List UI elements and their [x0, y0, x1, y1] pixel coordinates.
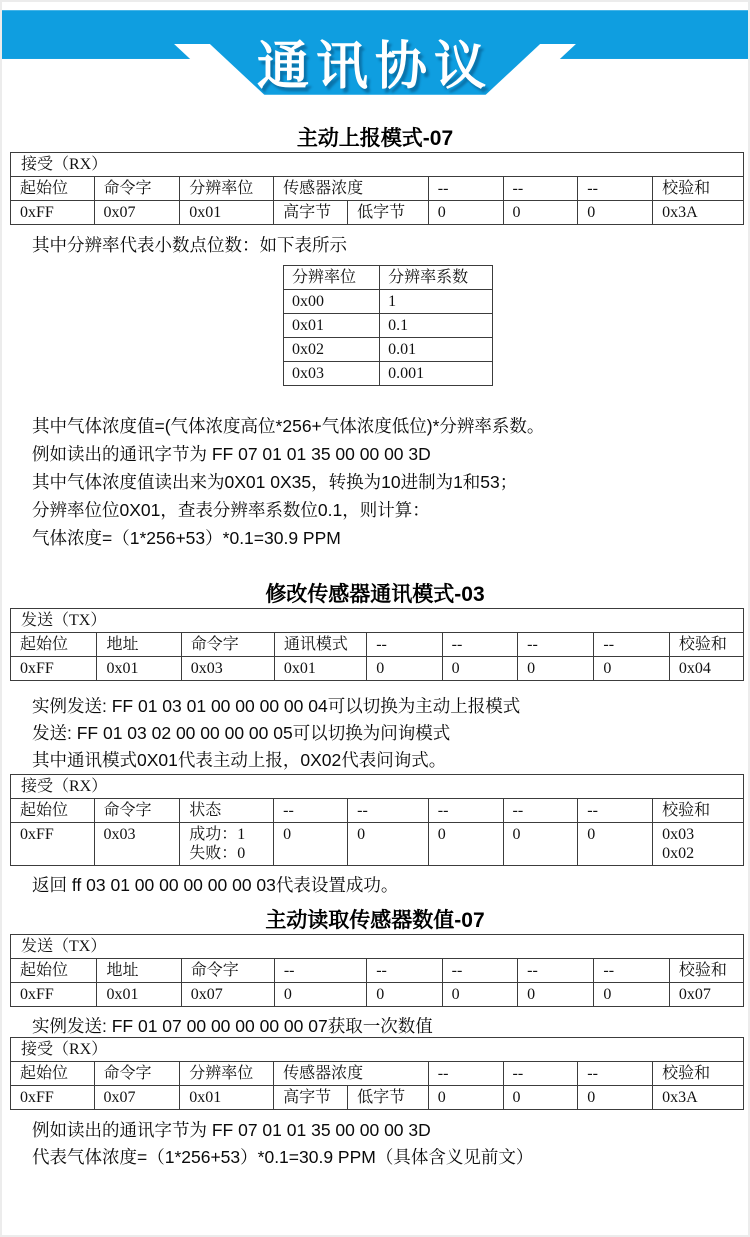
cell: -- [594, 633, 669, 657]
tx-table-read-value [10, 934, 744, 1007]
cell: 校验和 [653, 799, 744, 823]
para-line: 分辨率位位0X01，查表分辨率系数位0.1，则计算： [32, 500, 430, 520]
cell: 起始位 [11, 799, 95, 823]
cell: 0x07 [181, 983, 274, 1007]
cell: 0x01 [180, 201, 274, 225]
cell: 0 [578, 1086, 653, 1110]
table-caption: 接受（RX） [11, 153, 744, 177]
set-mode-result-note: 返回 ff 03 01 00 00 00 00 00 03代表设置成功。 [32, 875, 399, 895]
cell: -- [428, 799, 503, 823]
cell: -- [578, 799, 653, 823]
cell: 分辨率位 [180, 1062, 274, 1086]
cell: 0 [503, 1086, 578, 1110]
table-header-row [284, 266, 493, 290]
section1-title: 主动上报模式-07 [296, 127, 454, 150]
rx-table-set-mode [10, 774, 744, 866]
para-line: 例如读出的通讯字节为 FF 07 01 01 35 00 00 00 3D [32, 444, 431, 464]
cell: -- [503, 1062, 578, 1086]
table-value-row [11, 657, 744, 681]
table-header-row [11, 177, 744, 201]
cell: 传感器浓度 [274, 1062, 429, 1086]
cell: 0xFF [11, 983, 97, 1007]
cell: -- [367, 633, 442, 657]
cell: 0 [503, 823, 578, 866]
tx-table-set-mode [10, 608, 744, 681]
cell: 命令字 [94, 177, 180, 201]
table-value-row [11, 983, 744, 1007]
cell: 0 [503, 201, 578, 225]
cell: 0xFF [11, 1086, 95, 1110]
final-explanation [32, 1117, 748, 1171]
table-caption: 发送（TX） [11, 609, 744, 633]
cell: 起始位 [11, 959, 97, 983]
cell: 状态 [180, 799, 274, 823]
cell: -- [428, 1062, 503, 1086]
cell: 分辨率位 [180, 177, 274, 201]
checksum-fail: 0x02 [662, 845, 695, 862]
cell: -- [578, 177, 653, 201]
cell: 校验和 [669, 959, 743, 983]
cell: 0x01 [274, 657, 366, 681]
resolution-table [283, 265, 493, 386]
cell: -- [348, 799, 429, 823]
cell: 0xFF [11, 201, 95, 225]
cell: 校验和 [653, 177, 744, 201]
table-caption-row [11, 935, 744, 959]
cell: 0x01 [97, 983, 181, 1007]
cell: 校验和 [653, 1062, 744, 1086]
cell: 0 [274, 983, 366, 1007]
cell: 0 [578, 201, 653, 225]
cell: 0x01 [97, 657, 181, 681]
cell: 0x00 [284, 290, 380, 314]
cell: 命令字 [94, 799, 180, 823]
final-line: 例如读出的通讯字节为 FF 07 01 01 35 00 00 00 3D [32, 1120, 431, 1140]
final-line: 代表气体浓度=（1*256+53）*0.1=30.9 PPM（具体含义见前文） [32, 1147, 534, 1167]
cell: 地址 [97, 959, 181, 983]
cell: 0x03 [181, 657, 274, 681]
cell: 命令字 [181, 959, 274, 983]
table-value-row [11, 201, 744, 225]
note-line: 发送: FF 01 03 02 00 00 00 00 05可以切换为问询模式 [32, 723, 451, 743]
status-success: 成功：1 [189, 826, 246, 843]
cell: -- [503, 799, 578, 823]
cell: 0x07 [94, 1086, 180, 1110]
cell: 0 [428, 823, 503, 866]
banner [2, 2, 748, 102]
table-caption: 接受（RX） [11, 775, 744, 799]
table-value-row [11, 1086, 744, 1110]
cell: 地址 [97, 633, 181, 657]
cell: 0 [428, 1086, 503, 1110]
cell: -- [442, 633, 517, 657]
table-row [284, 290, 493, 314]
cell: 起始位 [11, 633, 97, 657]
cell: 0 [274, 823, 348, 866]
checksum-success: 0x03 [662, 826, 695, 843]
table-header-row [11, 633, 744, 657]
cell: -- [503, 177, 578, 201]
cell: 0 [518, 657, 594, 681]
cell: 0x07 [669, 983, 743, 1007]
cell: 分辨率系数 [380, 266, 493, 290]
cell: 通讯模式 [274, 633, 366, 657]
status-fail: 失败：0 [189, 845, 246, 862]
table-header-row [11, 799, 744, 823]
cell: -- [442, 959, 517, 983]
cell: 0xFF [11, 657, 97, 681]
resolution-note: 其中分辨率代表小数点位数：如下表所示 [32, 235, 347, 255]
cell: -- [274, 959, 366, 983]
cell: 高字节 [274, 1086, 348, 1110]
cell: -- [594, 959, 669, 983]
cell: 低字节 [348, 1086, 429, 1110]
cell: 0x3A [653, 201, 744, 225]
cell: 0.001 [380, 362, 493, 386]
cell: -- [274, 799, 348, 823]
cell: 0x01 [284, 314, 380, 338]
cell: 0 [442, 657, 517, 681]
note-line: 其中通讯模式0X01代表主动上报，0X02代表问询式。 [32, 750, 447, 770]
cell: 0 [594, 657, 669, 681]
cell: 1 [380, 290, 493, 314]
table-row [284, 314, 493, 338]
cell: 0.1 [380, 314, 493, 338]
cell: 0 [578, 823, 653, 866]
para-line: 气体浓度=（1*256+53）*0.1=30.9 PPM [32, 528, 341, 548]
para-line: 其中气体浓度值=(气体浓度高位*256+气体浓度低位)*分辨率系数。 [32, 416, 545, 436]
checksum-cell [653, 823, 744, 866]
para-line: 其中气体浓度值读出来为0X01 0X35，转换为10进制为1和53； [32, 472, 518, 492]
table-header-row [11, 959, 744, 983]
cell: -- [518, 959, 594, 983]
cell: 0 [442, 983, 517, 1007]
cell: 传感器浓度 [274, 177, 429, 201]
table-caption-row [11, 775, 744, 799]
cell: 0x3A [653, 1086, 744, 1110]
status-cell [180, 823, 274, 866]
cell: 分辨率位 [284, 266, 380, 290]
rx-table-read-value [10, 1037, 744, 1110]
table-caption-row [11, 153, 744, 177]
section3-title: 主动读取传感器数值-07 [265, 909, 485, 932]
cell: 0.01 [380, 338, 493, 362]
table-row [284, 362, 493, 386]
cell: 0 [518, 983, 594, 1007]
page-title: 通讯协议 [256, 38, 493, 96]
cell: 0 [348, 823, 429, 866]
cell: 0xFF [11, 823, 95, 866]
table-caption-row [11, 1038, 744, 1062]
cell: -- [518, 633, 594, 657]
read-value-note: 实例发送: FF 01 07 00 00 00 00 00 07获取一次数值 [32, 1016, 433, 1036]
cell: 起始位 [11, 177, 95, 201]
cell: 0x03 [284, 362, 380, 386]
rx-table-report-mode [10, 152, 744, 225]
cell: 高字节 [274, 201, 348, 225]
table-row [284, 338, 493, 362]
table-header-row [11, 1062, 744, 1086]
cell: 命令字 [94, 1062, 180, 1086]
cell: 0 [367, 983, 442, 1007]
cell: 起始位 [11, 1062, 95, 1086]
calc-explanation [32, 412, 748, 552]
cell: 0x07 [94, 201, 180, 225]
cell: 0x03 [94, 823, 180, 866]
cell: 低字节 [348, 201, 429, 225]
cell: -- [428, 177, 503, 201]
cell: 0 [428, 201, 503, 225]
cell: 0 [367, 657, 442, 681]
table-value-row [11, 823, 744, 866]
cell: -- [367, 959, 442, 983]
cell: 命令字 [181, 633, 274, 657]
cell: 0 [594, 983, 669, 1007]
mode-switch-notes [32, 693, 748, 774]
cell: 0x04 [669, 657, 743, 681]
table-caption: 发送（TX） [11, 935, 744, 959]
cell: -- [578, 1062, 653, 1086]
cell: 校验和 [669, 633, 743, 657]
cell: 0x02 [284, 338, 380, 362]
section2-title: 修改传感器通讯模式-03 [265, 583, 485, 606]
table-caption: 接受（RX） [11, 1038, 744, 1062]
note-line: 实例发送: FF 01 03 01 00 00 00 00 04可以切换为主动上报模式 [32, 696, 521, 716]
table-caption-row [11, 609, 744, 633]
cell: 0x01 [180, 1086, 274, 1110]
